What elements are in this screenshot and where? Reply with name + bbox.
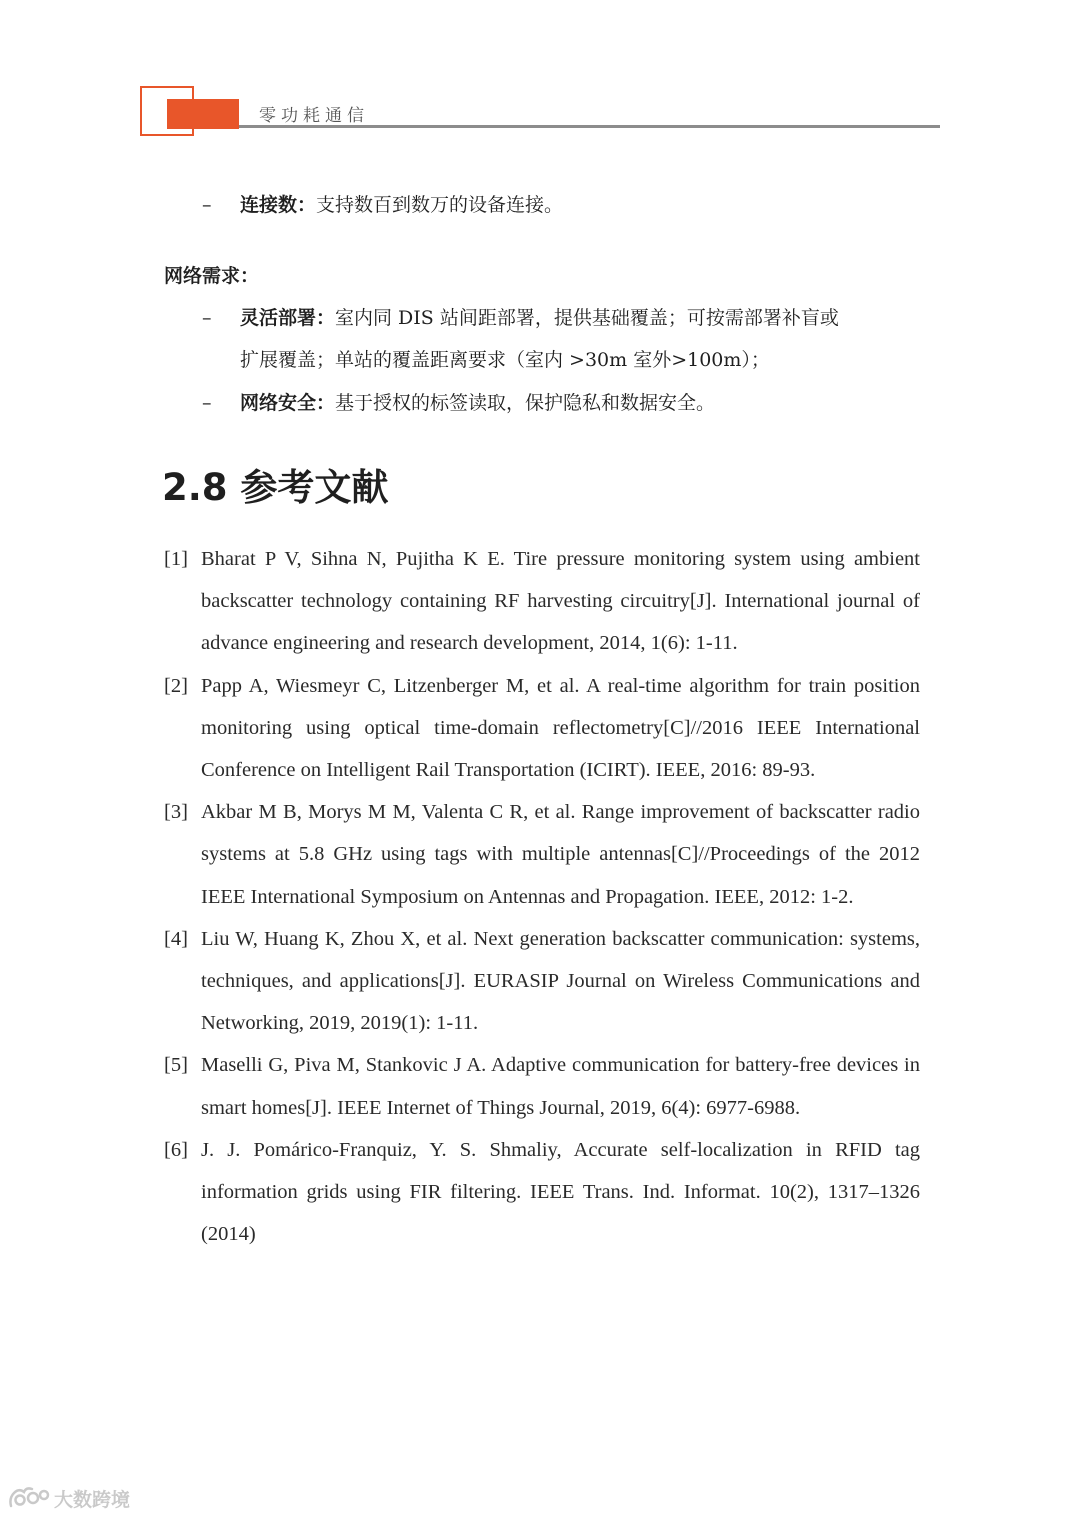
network-security-bullet xyxy=(240,382,715,424)
reference-item xyxy=(164,1044,920,1128)
network-security-text: 基于授权的标签读取，保护隐私和数据安全。 xyxy=(335,392,716,414)
reference-item xyxy=(164,1129,920,1256)
reference-text: Bharat P V, Sihna N, Pujitha K E. Tire pressure monitoring system using ambient backscatter technology containing RF harvesting circuitry[J]. International journal of advance engineering and research development, 2014, 1(6): 1-11. xyxy=(201,548,920,655)
watermark-text: 大数跨境 xyxy=(54,1488,131,1511)
running-header-title: 零功耗通信 xyxy=(259,106,369,126)
reference-text: Maselli G, Piva M, Stankovic J A. Adaptive communication for battery-free devices in smart homes[J]. IEEE Internet of Things Journal, 2019, 6(4): 6977-6988. xyxy=(201,1054,920,1119)
reference-text: Akbar M B, Morys M M, Valenta C R, et al. Range improvement of backscatter radio systems at 5.8 GHz using tags with multiple antennas[C]//Proceedings of the 2012 IEEE International Symposium on Antennas and Propagation. IEEE, 2012: 1-2. xyxy=(201,801,920,908)
watermark xyxy=(8,1484,130,1512)
header-accent-bar xyxy=(167,99,239,129)
reference-number: [5] xyxy=(164,1054,188,1077)
reference-number: [6] xyxy=(164,1138,188,1161)
reference-number: [1] xyxy=(164,548,188,570)
bullet-dash: – xyxy=(202,307,212,329)
reference-item xyxy=(164,665,920,792)
reference-number: [2] xyxy=(164,674,188,697)
connections-text: 支持数百到数万的设备连接。 xyxy=(316,194,564,216)
chat-bubble-logo-icon xyxy=(8,1484,50,1512)
reference-text: Papp A, Wiesmeyr C, Litzenberger M, et al. A real-time algorithm for train position monitoring using optical time-domain reflectometry[C]//2016 IEEE International Conference on Intelligent Rail Transportation (ICIRT). IEEE, 2016: 89-93. xyxy=(201,674,920,782)
reference-item xyxy=(164,791,920,918)
flexible-deployment-term: 灵活部署： xyxy=(240,307,336,329)
reference-text: J. J. Pomárico-Franquiz, Y. S. Shmaliy, Accurate self-localization in RFID tag information grids using FIR filtering. IEEE Trans. Ind. Informat. 10(2), 1317–1326 (2014) xyxy=(201,1138,920,1246)
reference-text: Liu W, Huang K, Zhou X, et al. Next generation backscatter communication: systems, techniques, and applications[J]. EURASIP Journal on Wireless Communications and Networking, 2019, 2019(1): 1-11. xyxy=(201,927,920,1035)
reference-number: [3] xyxy=(164,801,188,824)
network-security-term: 网络安全： xyxy=(240,392,336,414)
flexible-deployment-line2: 扩展覆盖；单站的覆盖距离要求（室内 >30m 室外>100m）； xyxy=(240,349,770,371)
flexible-deployment-line1: 室内同 DIS 站间距部署，提供基础覆盖；可按需部署补盲或 xyxy=(335,307,839,329)
bullet-dash: – xyxy=(202,194,212,216)
network-heading: 网络需求： xyxy=(164,265,260,287)
reference-number: [4] xyxy=(164,927,188,950)
flexible-deployment-bullet xyxy=(240,297,839,339)
section-title: 2.8 参考文献 xyxy=(162,466,389,509)
bullet-dash: – xyxy=(202,392,212,414)
reference-item xyxy=(164,538,920,665)
reference-item xyxy=(164,918,920,1045)
connections-term: 连接数： xyxy=(240,194,317,216)
connections-bullet xyxy=(240,184,563,226)
reference-list xyxy=(164,538,920,1255)
